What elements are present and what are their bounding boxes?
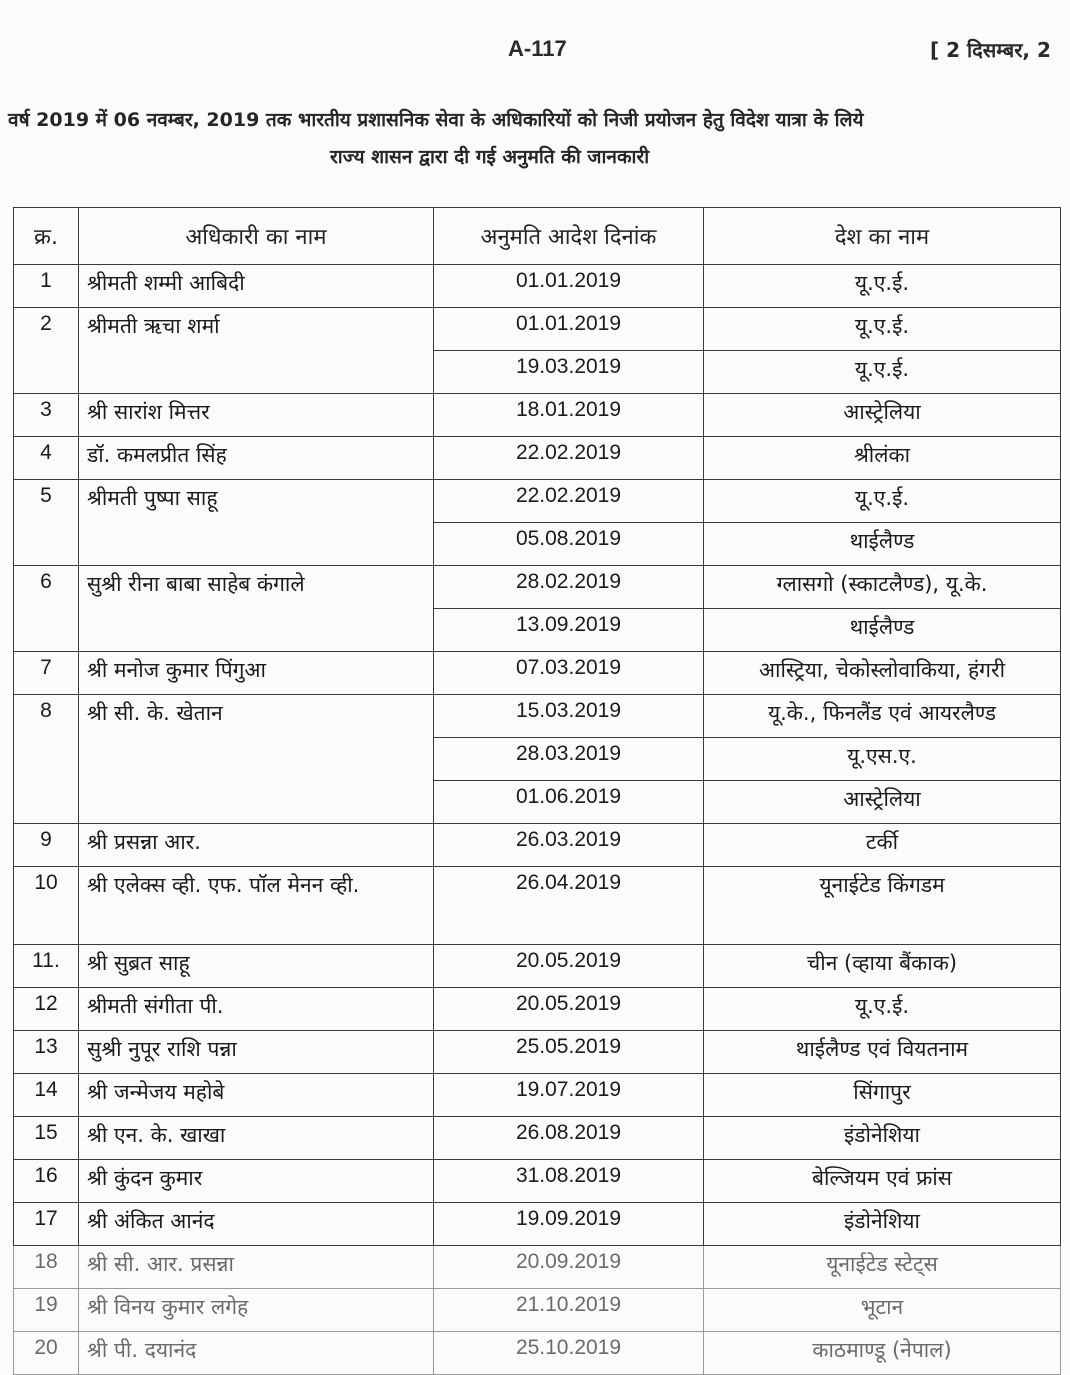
country-cell: यू.ए.ई. [704, 351, 1061, 394]
country-cell: आस्ट्रेलिया [704, 781, 1061, 824]
table-row [14, 1117, 1061, 1160]
officer-name-cell: श्री सारांश मित्तर [79, 394, 434, 437]
column-header-country: देश का नाम [704, 208, 1061, 265]
serial-number-cell: 3 [14, 394, 79, 437]
table-row [14, 867, 1061, 945]
permission-date-cell: 20.09.2019 [434, 1246, 704, 1289]
permission-date-cell: 07.03.2019 [434, 652, 704, 695]
table-row [14, 1332, 1061, 1375]
table-row [14, 824, 1061, 867]
officer-name-cell: श्री प्रसन्ना आर. [79, 824, 434, 867]
serial-number-cell: 18 [14, 1246, 79, 1289]
permission-date-cell: 01.01.2019 [434, 308, 704, 351]
country-cell: थाईलैण्ड [704, 523, 1061, 566]
serial-number-cell: 7 [14, 652, 79, 695]
country-cell: यूनाईटेड किंगडम [704, 867, 1061, 945]
country-cell: काठमाण्डू (नेपाल) [704, 1332, 1061, 1375]
column-header-permission-date: अनुमति आदेश दिनांक [434, 208, 704, 265]
serial-number-cell: 8 [14, 695, 79, 824]
country-cell: थाईलैण्ड [704, 609, 1061, 652]
serial-number-cell: 4 [14, 437, 79, 480]
table-row [14, 945, 1061, 988]
serial-number-cell: 5 [14, 480, 79, 566]
officer-name-cell: श्री सी. आर. प्रसन्ना [79, 1246, 434, 1289]
table-row [14, 695, 1061, 738]
permission-date-cell: 19.07.2019 [434, 1074, 704, 1117]
table-row [14, 1289, 1061, 1332]
officer-name-cell: श्री सुब्रत साहू [79, 945, 434, 988]
officer-name-cell: श्री पी. दयानंद [79, 1332, 434, 1375]
country-cell: थाईलैण्ड एवं वियतनाम [704, 1031, 1061, 1074]
serial-number-cell: 19 [14, 1289, 79, 1332]
officer-name-cell: श्रीमती संगीता पी. [79, 988, 434, 1031]
serial-number-cell: 13 [14, 1031, 79, 1074]
page-number: A-117 [508, 36, 567, 61]
country-cell: बेल्जियम एवं फ्रांस [704, 1160, 1061, 1203]
table-body [14, 265, 1061, 1375]
permission-date-cell: 05.08.2019 [434, 523, 704, 566]
serial-number-cell: 6 [14, 566, 79, 652]
table-row [14, 1246, 1061, 1289]
country-cell: यूनाईटेड स्टेट्स [704, 1246, 1061, 1289]
officer-name-cell: डॉ. कमलप्रीत सिंह [79, 437, 434, 480]
serial-number-cell: 14 [14, 1074, 79, 1117]
country-cell: श्रीलंका [704, 437, 1061, 480]
officer-name-cell: श्री अंकित आनंद [79, 1203, 434, 1246]
serial-number-cell: 9 [14, 824, 79, 867]
country-cell: इंडोनेशिया [704, 1117, 1061, 1160]
table-row [14, 1203, 1061, 1246]
permission-date-cell: 15.03.2019 [434, 695, 704, 738]
serial-number-cell: 11. [14, 945, 79, 988]
country-cell: यू.ए.ई. [704, 988, 1061, 1031]
country-cell: यू.ए.ई. [704, 480, 1061, 523]
permission-date-cell: 26.08.2019 [434, 1117, 704, 1160]
permission-date-cell: 20.05.2019 [434, 988, 704, 1031]
permission-date-cell: 22.02.2019 [434, 437, 704, 480]
officer-name-cell: सुश्री नुपूर राशि पन्ना [79, 1031, 434, 1074]
permission-date-cell: 20.05.2019 [434, 945, 704, 988]
officer-name-cell: श्री एन. के. खाखा [79, 1117, 434, 1160]
table-row [14, 1031, 1061, 1074]
permission-table [13, 207, 1061, 1375]
permission-date-cell: 31.08.2019 [434, 1160, 704, 1203]
column-header-serial: क्र. [14, 208, 79, 265]
table-header-row [14, 208, 1061, 265]
table-row [14, 1160, 1061, 1203]
table-row [14, 480, 1061, 523]
officer-name-cell: श्री विनय कुमार लगेह [79, 1289, 434, 1332]
serial-number-cell: 15 [14, 1117, 79, 1160]
country-cell: आस्ट्रिया, चेकोस्लोवाकिया, हंगरी [704, 652, 1061, 695]
permission-date-cell: 26.03.2019 [434, 824, 704, 867]
permission-date-cell: 22.02.2019 [434, 480, 704, 523]
officer-name-cell: श्री एलेक्स व्ही. एफ. पॉल मेनन व्ही. [79, 867, 434, 945]
serial-number-cell: 2 [14, 308, 79, 394]
page-date-header: [ 2 दिसम्बर, 2 [930, 38, 1051, 62]
officer-name-cell: श्री मनोज कुमार पिंगुआ [79, 652, 434, 695]
country-cell: यू.ए.ई. [704, 308, 1061, 351]
permission-date-cell: 13.09.2019 [434, 609, 704, 652]
serial-number-cell: 1 [14, 265, 79, 308]
table-row [14, 308, 1061, 351]
permission-date-cell: 18.01.2019 [434, 394, 704, 437]
country-cell: आस्ट्रेलिया [704, 394, 1061, 437]
permission-date-cell: 19.03.2019 [434, 351, 704, 394]
table-row [14, 265, 1061, 308]
serial-number-cell: 10 [14, 867, 79, 945]
serial-number-cell: 17 [14, 1203, 79, 1246]
permission-date-cell: 19.09.2019 [434, 1203, 704, 1246]
document-title-line-2: राज्य शासन द्वारा दी गई अनुमति की जानकारी [330, 146, 650, 168]
officer-name-cell: श्रीमती पुष्पा साहू [79, 480, 434, 566]
table-row [14, 394, 1061, 437]
country-cell: यू.ए.ई. [704, 265, 1061, 308]
table-row [14, 988, 1061, 1031]
country-cell: इंडोनेशिया [704, 1203, 1061, 1246]
officer-name-cell: श्री कुंदन कुमार [79, 1160, 434, 1203]
officer-name-cell: श्रीमती शम्मी आबिदी [79, 265, 434, 308]
country-cell: टर्की [704, 824, 1061, 867]
table-row [14, 1074, 1061, 1117]
serial-number-cell: 16 [14, 1160, 79, 1203]
country-cell: ग्लासगो (स्काटलैण्ड), यू.के. [704, 566, 1061, 609]
permission-date-cell: 21.10.2019 [434, 1289, 704, 1332]
officer-name-cell: सुश्री रीना बाबा साहेब कंगाले [79, 566, 434, 652]
permission-date-cell: 25.10.2019 [434, 1332, 704, 1375]
permission-date-cell: 25.05.2019 [434, 1031, 704, 1074]
country-cell: भूटान [704, 1289, 1061, 1332]
document-title-line-1: वर्ष 2019 में 06 नवम्बर, 2019 तक भारतीय प्रशासनिक सेवा के अधिकारियों को निजी प्रयोजन हेतु विदेश यात्रा के लिये [8, 109, 864, 131]
serial-number-cell: 12 [14, 988, 79, 1031]
table-row [14, 437, 1061, 480]
permission-date-cell: 28.03.2019 [434, 738, 704, 781]
country-cell: यू.के., फिनलैंड एवं आयरलैण्ड [704, 695, 1061, 738]
table-row [14, 566, 1061, 609]
country-cell: सिंगापुर [704, 1074, 1061, 1117]
officer-name-cell: श्री सी. के. खेतान [79, 695, 434, 824]
country-cell: यू.एस.ए. [704, 738, 1061, 781]
permission-date-cell: 01.01.2019 [434, 265, 704, 308]
permission-date-cell: 01.06.2019 [434, 781, 704, 824]
officer-name-cell: श्रीमती ऋचा शर्मा [79, 308, 434, 394]
table-row [14, 652, 1061, 695]
officer-name-cell: श्री जन्मेजय महोबे [79, 1074, 434, 1117]
country-cell: चीन (व्हाया बैंकाक) [704, 945, 1061, 988]
column-header-officer-name: अधिकारी का नाम [79, 208, 434, 265]
permission-date-cell: 26.04.2019 [434, 867, 704, 945]
permission-date-cell: 28.02.2019 [434, 566, 704, 609]
serial-number-cell: 20 [14, 1332, 79, 1375]
